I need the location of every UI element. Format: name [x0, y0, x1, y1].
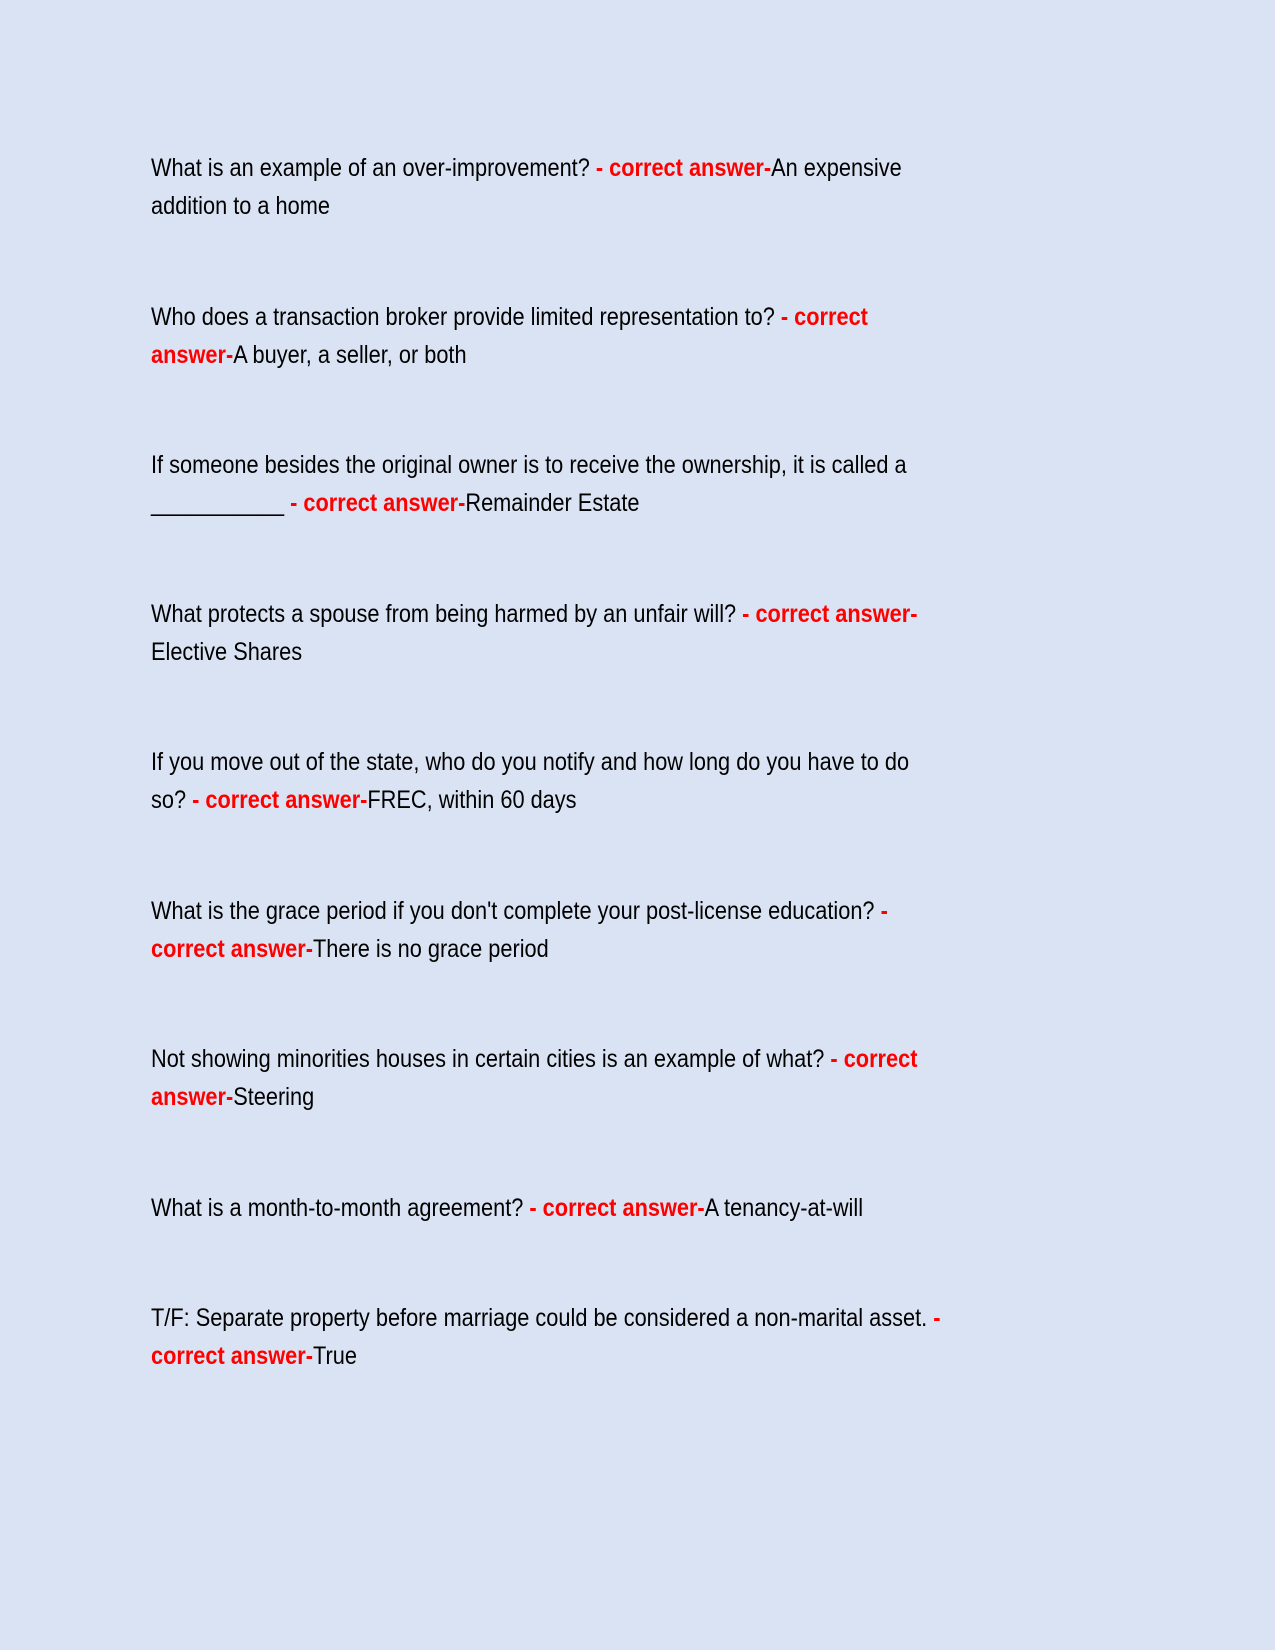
qa-line: [151, 1337, 1004, 1375]
question-blank: ___________: [151, 489, 291, 517]
correct-answer-label: - correct: [830, 1045, 918, 1073]
question-text: If someone besides the original owner is to receive the ownership, it is called a: [151, 451, 907, 479]
correct-answer-label: answer-: [151, 340, 234, 369]
question-text: What is an example of an over-improvement?: [151, 154, 596, 182]
question-text: Who does a transaction broker provide limited representation to?: [151, 302, 781, 331]
question-text: What is a month-to-month agreement?: [151, 1193, 530, 1222]
qa-item: [151, 1299, 1131, 1375]
answer-text: An expensive: [771, 154, 902, 182]
qa-line: [151, 446, 1004, 484]
qa-item: [151, 149, 1131, 225]
answer-text: There is no grace period: [312, 934, 549, 963]
correct-answer-label: -: [880, 896, 888, 925]
correct-answer-label: - correct answer-: [290, 489, 466, 517]
qa-line: [151, 336, 1004, 374]
correct-answer-label: answer-: [151, 1083, 234, 1111]
answer-text: Elective Shares: [151, 637, 303, 666]
correct-answer-label: - correct answer-: [529, 1193, 705, 1222]
qa-item: [151, 595, 1131, 671]
qa-line: [151, 187, 1004, 225]
question-text: If you move out of the state, who do you notify and how long do you have to do: [151, 748, 910, 776]
question-text: What protects a spouse from being harmed by an unfair will?: [151, 599, 743, 628]
correct-answer-label: - correct: [780, 302, 868, 331]
correct-answer-label: - correct answer-: [192, 786, 368, 814]
qa-item: [151, 298, 1131, 374]
correct-answer-label: -: [933, 1304, 941, 1332]
question-text: T/F: Separate property before marriage could be considered a non-marital asset.: [151, 1304, 934, 1332]
correct-answer-label: correct answer-: [151, 1342, 313, 1370]
qa-item: [151, 892, 1131, 968]
correct-answer-label: - correct answer-: [595, 154, 772, 182]
question-text: What is the grace period if you don't complete your post-license education?: [151, 896, 881, 925]
qa-line: [151, 781, 1004, 819]
answer-text: Remainder Estate: [465, 489, 640, 517]
qa-line: [151, 298, 1004, 336]
qa-line: [151, 595, 1004, 633]
qa-line: [151, 633, 1004, 671]
qa-line: [151, 1299, 1004, 1337]
qa-line: [151, 1189, 1004, 1227]
answer-text: Steering: [233, 1083, 315, 1111]
answer-text: A tenancy-at-will: [704, 1193, 864, 1222]
question-text: Not showing minorities houses in certain cities is an example of what?: [151, 1045, 831, 1073]
qa-line: [151, 930, 1004, 968]
document-page: [151, 149, 1131, 1448]
correct-answer-label: - correct answer-: [742, 599, 918, 628]
qa-line: [151, 892, 1004, 930]
qa-item: [151, 743, 1131, 819]
answer-text: FREC, within 60 days: [367, 786, 577, 814]
question-text: so?: [151, 786, 193, 814]
answer-text: addition to a home: [151, 192, 330, 220]
answer-text: A buyer, a seller, or both: [233, 340, 467, 369]
qa-line: [151, 1078, 1004, 1116]
answer-text: True: [312, 1342, 357, 1370]
correct-answer-label: correct answer-: [151, 934, 313, 963]
qa-line: [151, 149, 1004, 187]
qa-line: [151, 1040, 1004, 1078]
qa-item: [151, 1189, 1131, 1227]
qa-line: [151, 484, 1004, 522]
qa-item: [151, 446, 1131, 522]
qa-line: [151, 743, 1004, 781]
qa-item: [151, 1040, 1131, 1116]
